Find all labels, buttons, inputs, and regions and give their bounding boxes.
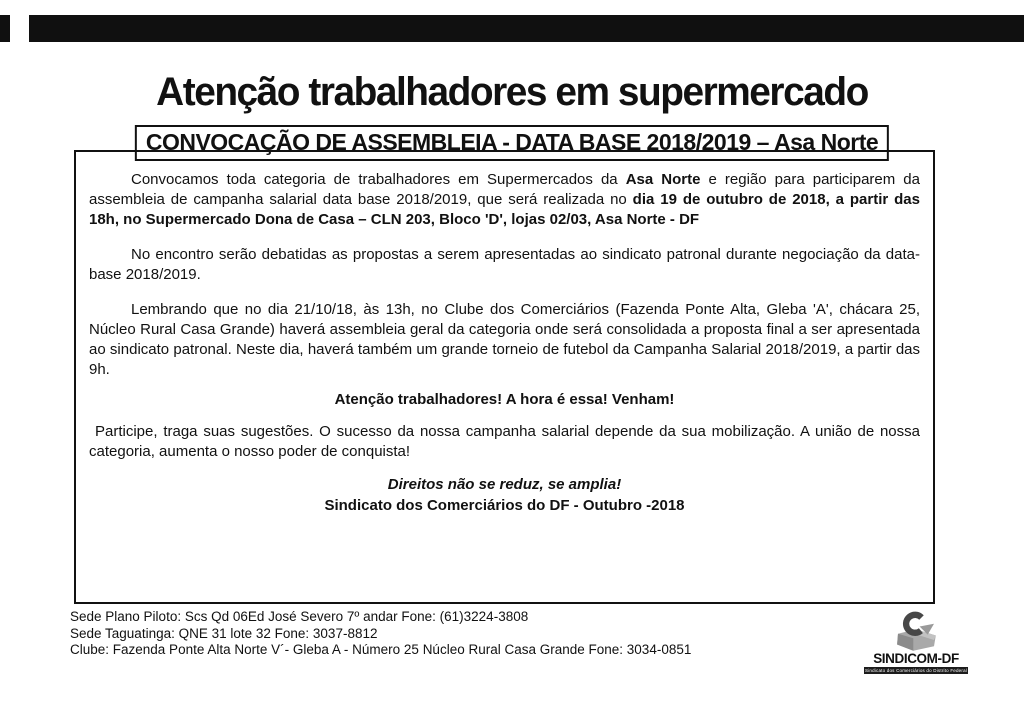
footer-address-line: Clube: Fazenda Ponte Alta Norte V´- Gleba A - Número 25 Núcleo Rural Casa Grande Fone: 3034-0851 <box>70 642 692 657</box>
footer-address-line: Sede Plano Piloto: Scs Qd 06Ed José Severo 7º andar Fone: (61)3224-3808 <box>70 609 529 624</box>
footer-address-line: Sede Taguatinga: QNE 31 lote 32 Fone: 3037-8812 <box>70 625 378 641</box>
sindicom-logo-tagline: Sindicato dos Comerciários do Distrito Federal <box>865 668 967 673</box>
paragraph-bold-text: Asa Norte <box>625 171 701 188</box>
top-bar-fragment <box>0 15 10 42</box>
subtitle-box: CONVOCAÇÃO DE ASSEMBLEIA - DATA BASE 2018/2019 – Asa Norte <box>135 125 889 161</box>
notice-paragraph-3: Lembrando que no dia 21/10/18, às 13h, no Clube dos Comerciários (Fazenda Ponte Alta, Gleba 'A', chácara 25, Núcleo Rural Casa Grande) haverá assembleia geral da categoria onde será consolidada a proposta final a ser apresentada ao sindicato patronal. Neste dia, haverá também um grande torneio de futebol da Campanha Salarial 2018/2019, a partir das 9h. <box>89 301 920 378</box>
notice-paragraph-1 <box>89 170 920 230</box>
sindicom-logo-icon <box>889 610 943 652</box>
paragraph-text: e região para participarem da assembleia de campanha salarial data base 2018/2019, que será realizada no <box>89 171 920 208</box>
notice-box <box>74 150 935 604</box>
notice-slogan: Direitos não se reduz, se amplia! <box>387 476 622 493</box>
notice-paragraph-4: Participe, traga suas sugestões. O sucesso da nossa campanha salarial depende da sua mobilização. A união de nossa categoria, aumenta o nosso poder de conquista! <box>89 423 920 460</box>
top-bar <box>29 15 1024 42</box>
paragraph-text: Convocamos toda categoria de trabalhadores em Supermercados da <box>131 171 626 188</box>
notice-signature: Sindicato dos Comerciários do DF - Outubro -2018 <box>324 497 685 514</box>
notice-paragraph-2: No encontro serão debatidas as propostas a serem apresentadas ao sindicato patronal durante negociação da data-base 2018/2019. <box>89 246 920 283</box>
sindicom-logo <box>864 610 968 674</box>
notice-callout: Atenção trabalhadores! A hora é essa! Venham! <box>334 391 675 408</box>
footer-addresses <box>70 609 691 659</box>
page-title: Atenção trabalhadores em supermercado <box>156 70 868 114</box>
paragraph-bold-text: dia 19 de outubro de 2018, a partir das 18h, no Supermercado Dona de Casa – CLN 203, Bloco 'D', lojas 02/03, Asa Norte - DF <box>89 191 920 228</box>
sindicom-logo-name: SINDICOM-DF <box>873 651 959 666</box>
